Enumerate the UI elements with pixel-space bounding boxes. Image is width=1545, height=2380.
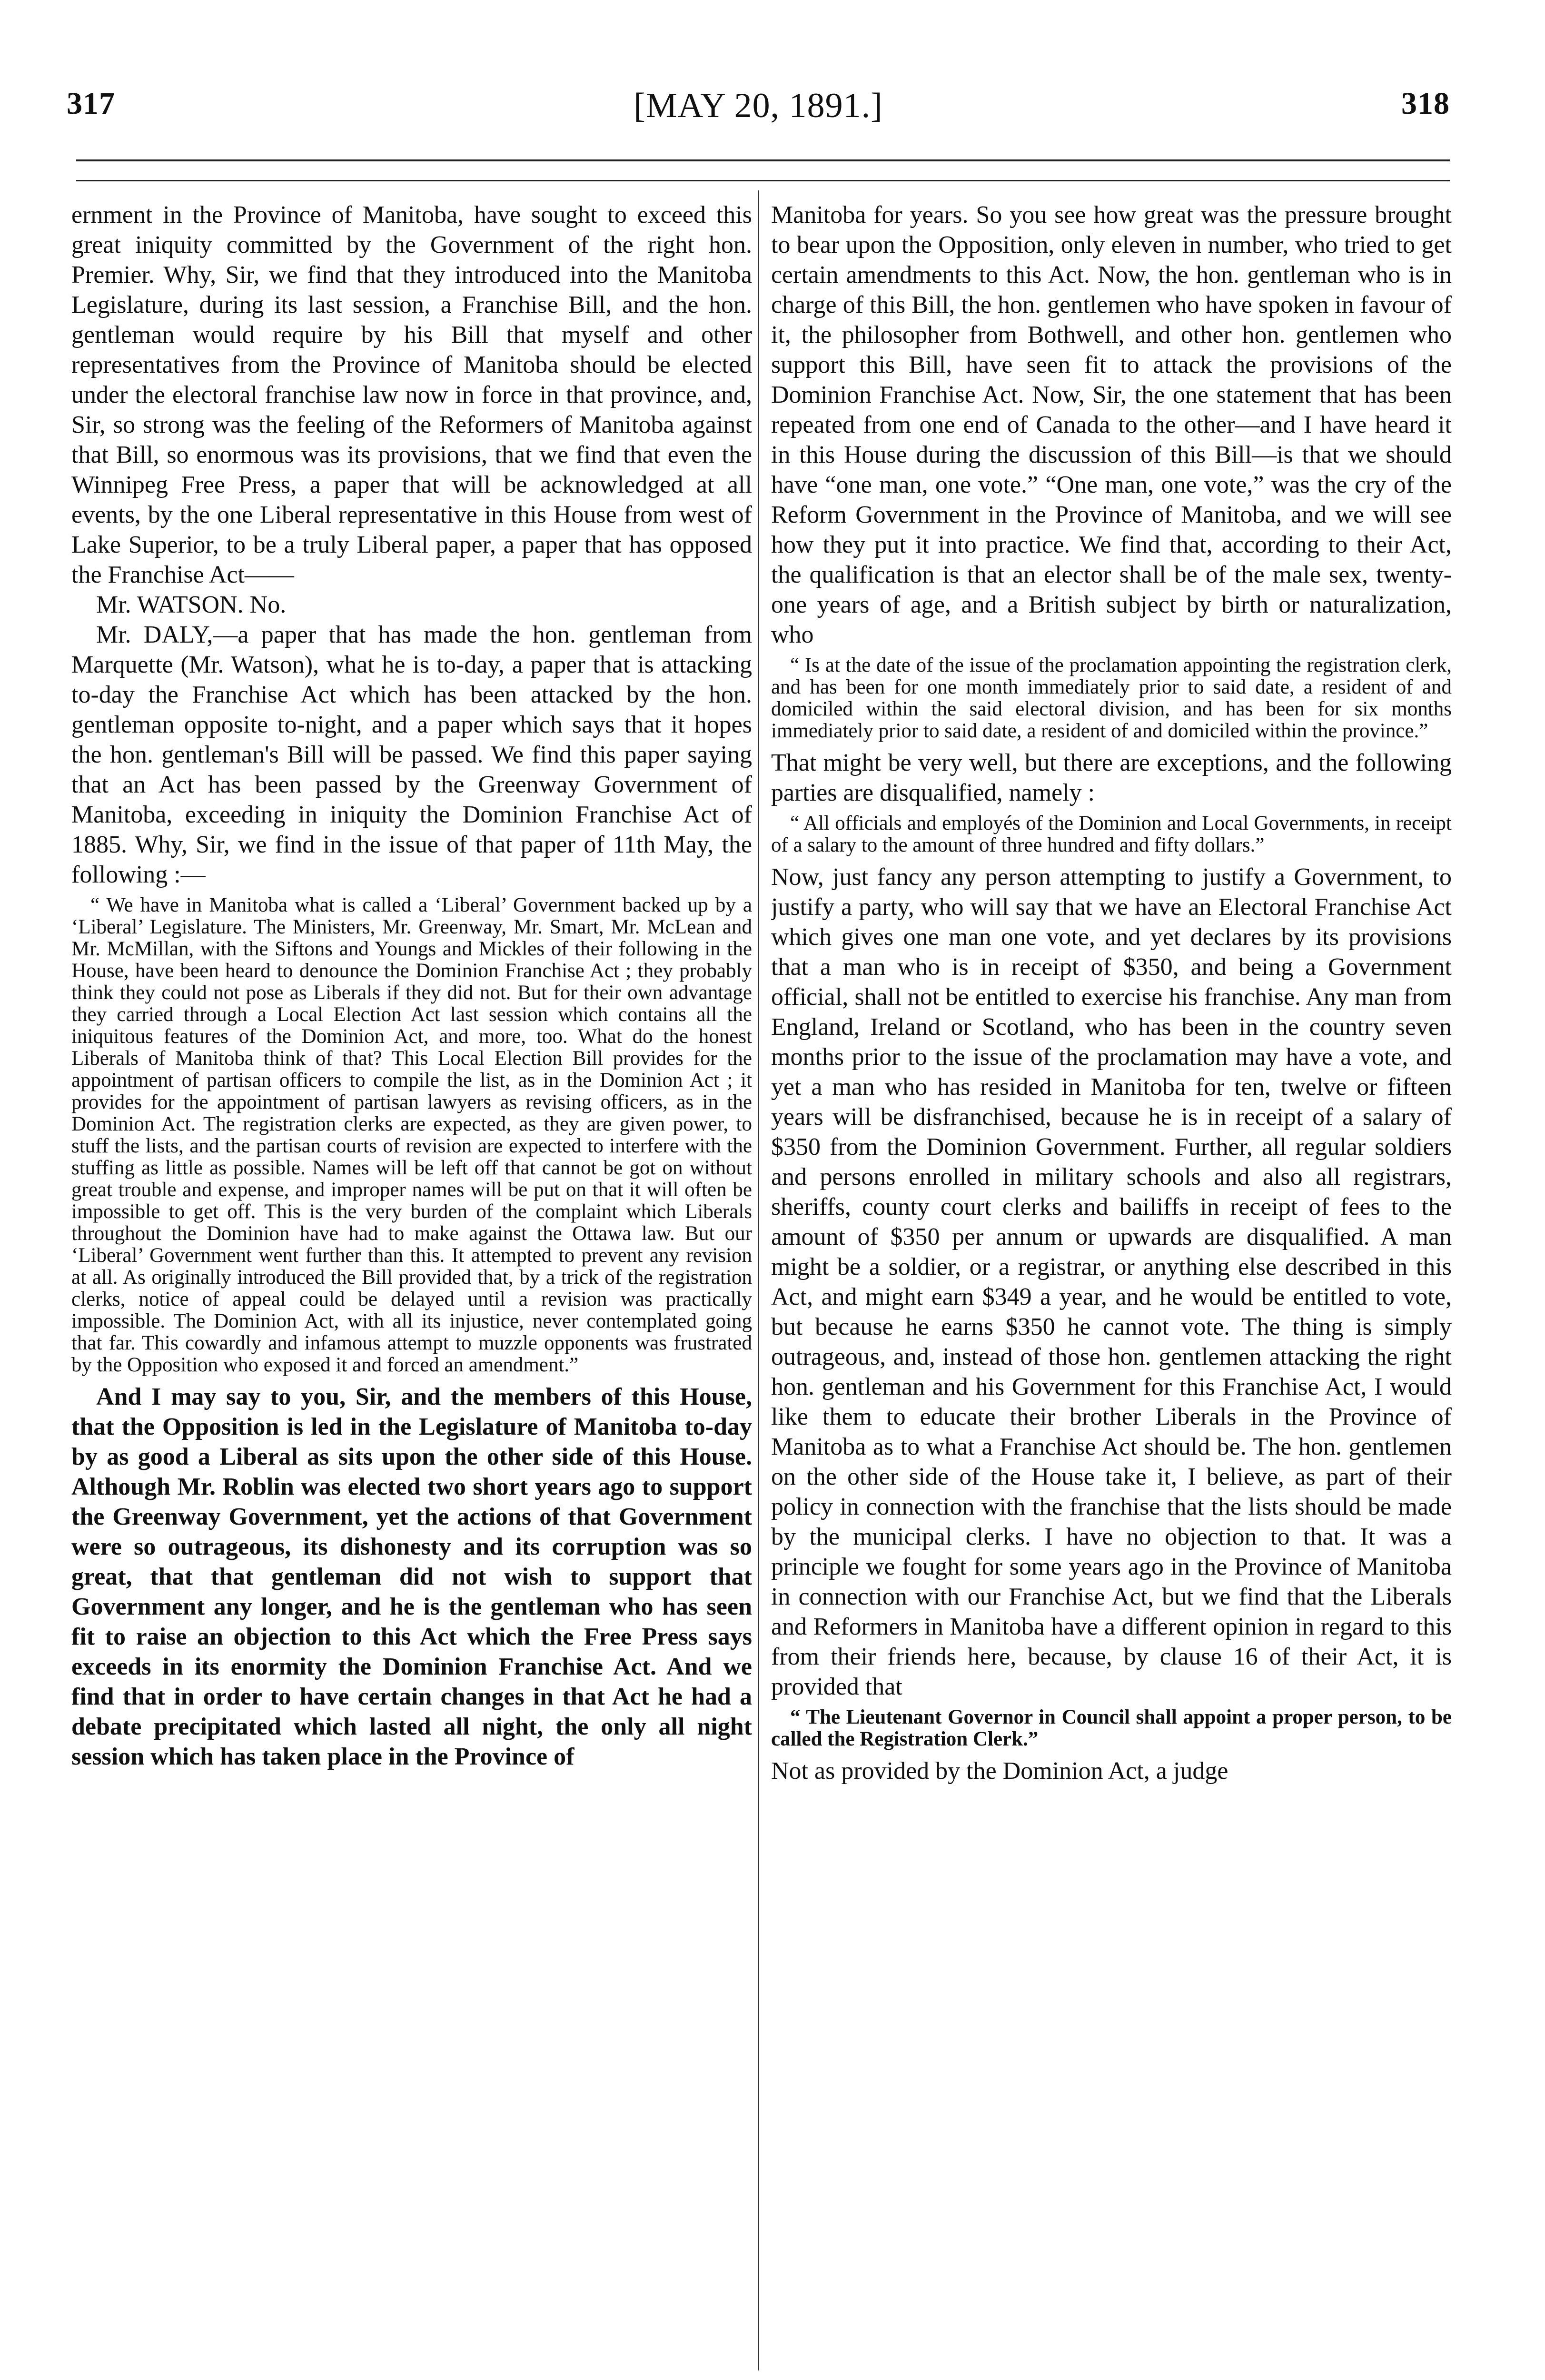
right-quote-disqualified: “ All officials and employés of the Dominion and Local Governments, in receipt of a salary to the amount of three hundred and fifty dollars.” (771, 812, 1452, 856)
page-header (67, 86, 1450, 138)
right-quote-qualification: “ Is at the date of the issue of the proclamation appointing the registration clerk, and has been for one month immediately prior to said date, a resident of and domiciled within the said electoral division, and has been for six months immediately prior to said date, a resident of and domiciled within the province.” (771, 654, 1452, 742)
right-paragraph-2: That might be very well, but there are exceptions, and the following parties are disqualified, namely : (771, 749, 1452, 806)
header-rule-bottom (76, 180, 1450, 181)
header-rule-top (76, 159, 1450, 161)
page-number-left: 317 (67, 86, 115, 121)
left-column (71, 200, 752, 2370)
right-column (771, 200, 1452, 2370)
left-paragraph-1: ernment in the Province of Manitoba, have sought to exceed this great iniquity committed by the Government of the right hon. Premier. Why, Sir, we find that they introduced into the Manitoba Legislature, during its last session, a Franchise Bill, and the hon. gentleman would require by his Bill that myself and other representatives from the Province of Manitoba should be elected under the electoral franchise law now in force in that province, and, Sir, so strong was the feeling of the Reformers of Manitoba against that Bill, so enormous was its provisions, that we find that even the Winnipeg Free Press, a paper that will be acknowledged at all events, by the one Liberal representative in this House from west of Lake Superior, to be a truly Liberal paper, a paper that has opposed the Franchise Act—— (71, 201, 752, 588)
right-paragraph-3: Now, just fancy any person attempting to justify a Government, to justify a party, who will say that we have an Electoral Franchise Act which gives one man one vote, and yet declares by its provisions that a man who is in receipt of $350, and being a Government official, shall not be entitled to exercise his franchise. Any man from England, Ireland or Scotland, who has been in the country seven months prior to the issue of the proclamation may have a vote, and yet a man who has resided in Manitoba for ten, twelve or fifteen years will be disfranchised, because he is in receipt of a salary of $350 from the Dominion Government. Further, all regular soldiers and persons enrolled in military schools and also all registrars, sheriffs, county court clerks and bailiffs in receipt of fees to the amount of $350 per annum or upwards are disqualified. A man might be a soldier, or a registrar, or anything else described in this Act, and might earn $349 a year, and he would be entitled to vote, but because he earns $350 he cannot vote. The thing is simply outrageous, and, instead of those hon. gentlemen attacking the right hon. gentleman and his Government for this Franchise Act, I would like them to educate their brother Liberals in the Province of Manitoba as to what a Franchise Act should be. The hon. gentlemen on the other side of the House take it, I believe, as part of their policy in connection with the franchise that the lists should be made by the municipal clerks. I have no objection to that. It was a principle we fought for some years ago in the Province of Manitoba in connection with our Franchise Act, but we find that the Liberals and Reformers in Manitoba have a different opinion in regard to this from their friends here, because, by clause 16 of their Act, it is provided that (771, 863, 1452, 1700)
right-paragraph-1: Manitoba for years. So you see how great was the pressure brought to bear upon the Opposition, only eleven in number, who tried to get certain amendments to this Act. Now, the hon. gentleman who is in charge of this Bill, the hon. gentlemen who have spoken in favour of it, the philosopher from Bothwell, and other hon. gentlemen who support this Bill, have seen fit to attack the provisions of the Dominion Franchise Act. Now, Sir, the one statement that has been repeated from one end of Canada to the other—and I have heard it in this House during the discussion of this Bill—is that we should have “one man, one vote.” “One man, one vote,” was the cry of the Reform Government in the Province of Manitoba, and we will see how they put it into practice. We find that, according to their Act, the qualification is that an elector shall be of the male sex, twenty-one years of age, and a British subject by birth or naturalization, who (771, 201, 1452, 648)
right-paragraph-4: Not as provided by the Dominion Act, a judge (771, 1757, 1228, 1785)
column-divider (758, 190, 759, 2370)
left-quote-free-press: “ We have in Manitoba what is called a ‘Liberal’ Government backed up by a ‘Liberal’ Legislature. The Ministers, Mr. Greenway, Mr. Smart, Mr. McLean and Mr. McMillan, with the Siftons and Youngs and Mickles of their following in the House, have been heard to denounce the Dominion Franchise Act ; they probably think they could not pose as Liberals if they did not. But for their own advantage they carried through a Local Election Act last session which contains all the iniquitous features of the Dominion Act, and more, too. What do the honest Liberals of Manitoba think of that? This Local Election Bill provides for the appointment of partisan officers to compile the list, as in the Dominion Act ; it provides for the appointment of partisan lawyers as revising officers, as in the Dominion Act. The registration clerks are expected, as they are given power, to stuff the lists, and the partisan courts of revision are expected to interfere with the stuffing as little as possible. Names will be left off that cannot be got on without great trouble and expense, and improper names will be put on that it will often be impossible to get off. This is the very burden of the complaint which Liberals throughout the Dominion have had to make against the Ottawa law. But our ‘Liberal’ Government went further than this. It attempted to prevent any revision at all. As originally introduced the Bill provided that, by a trick of the registration clerks, notice of appeal could be delayed until a revision was practically impossible. The Dominion Act, with all its injustice, never contemplated going that far. This cowardly and infamous attempt to muzzle opponents was frustrated by the Opposition who exposed it and forced an amendment.” (71, 894, 752, 1376)
page-date: [MAY 20, 1891.] (634, 86, 883, 125)
left-speaker-watson: Mr. WATSON. No. (96, 591, 287, 618)
page-number-right: 318 (1401, 86, 1450, 121)
left-paragraph-4: And I may say to you, Sir, and the members of this House, that the Opposition is led in the Legislature of Manitoba to-day by as good a Liberal as sits upon the other side of this House. Although Mr. Roblin was elected two short years ago to support the Greenway Government, yet the actions of that Government were so outrageous, its dishonesty and its corruption was so great, that that gentleman did not wish to support that Government any longer, and he is the gentleman who has seen fit to raise an objection to this Act which the Free Press says exceeds in its enormity the Dominion Franchise Act. And we find that in order to have certain changes in that Act he had a debate precipitated which lasted all night, the only all night session which has taken place in the Province of (71, 1383, 752, 1770)
right-quote-registration-clerk: “ The Lieutenant Governor in Council shall appoint a proper person, to be called the Registration Clerk.” (771, 1706, 1452, 1750)
left-speaker-daly: Mr. DALY,—a paper that has made the hon. gentleman from Marquette (Mr. Watson), what he is to-day, a paper that is attacking to-day the Franchise Act which has been attacked by the hon. gentleman opposite to-night, and a paper which says that it hopes the hon. gentleman's Bill will be passed. We find this paper saying that an Act has been passed by the Greenway Government of Manitoba, exceeding in iniquity the Dominion Franchise Act of 1885. Why, Sir, we find in the issue of that paper of 11th May, the following :— (71, 621, 752, 888)
